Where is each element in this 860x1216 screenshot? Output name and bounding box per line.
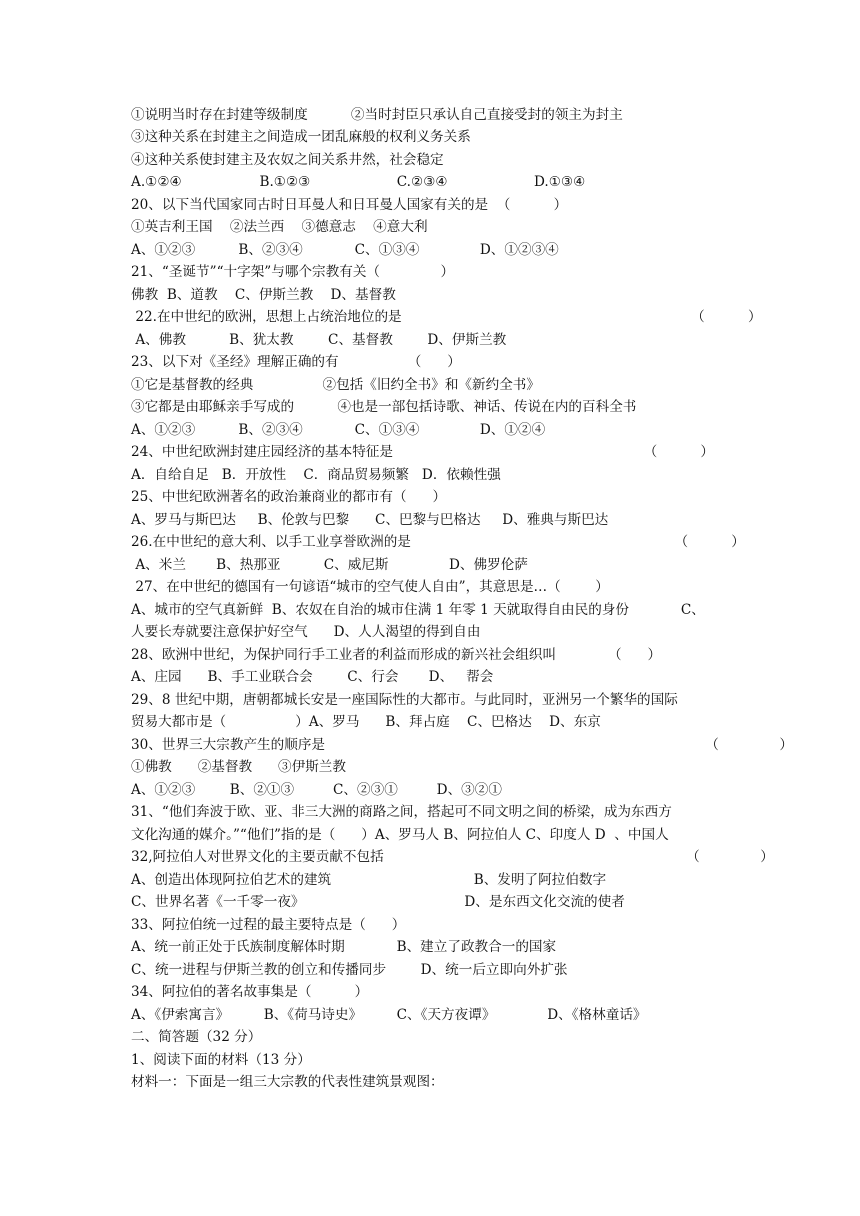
- text-line: ③这种关系在封建主之间造成一团乱麻般的权利义务关系: [131, 129, 471, 145]
- answer-options: A、统一前正处于氏族制度解体时期 B、建立了政教合一的国家: [131, 939, 557, 955]
- question-26: 26.在中世纪的意大利、以手工业享誉欧洲的是 （ ）: [131, 534, 745, 550]
- answer-options: A.①②④ B.①②③ C.②③④ D.①③④: [131, 174, 586, 190]
- question-21: 21、“圣诞节”“十字架”与哪个宗教有关（ ）: [131, 264, 455, 280]
- answer-options: 人要长寿就要注意保护好空气 D、人人渴望的得到自由: [131, 624, 481, 640]
- answer-options: A、①②③ B、②③④ C、①③④ D、①②③④: [131, 242, 559, 258]
- question-28: 28、欧洲中世纪，为保护同行手工业者的利益而形成的新兴社会组织叫 （ ）: [131, 647, 662, 663]
- text-line: ①说明当时存在封建等级制度 ②当时封臣只承认自己直接受封的领主为封主: [131, 107, 623, 123]
- answer-options: A、①②③ B、②①③ C、②③① D、③②①: [131, 782, 502, 798]
- answer-options: A、创造出体现阿拉伯艺术的建筑 B、发明了阿拉伯数字: [131, 872, 607, 888]
- material-intro: 材料一：下面是一组三大宗教的代表性建筑景观图：: [131, 1074, 444, 1090]
- question-29: 29、8 世纪中期，唐朝都城长安是一座国际性的大都市。与此同时，亚洲另一个繁华的国际: [131, 692, 678, 708]
- answer-options: C、统一进程与伊斯兰教的创立和传播同步 D、统一后立即向外扩张: [131, 962, 568, 978]
- question-34: 34、阿拉伯的著名故事集是（ ）: [131, 984, 369, 1000]
- text-line: ③它都是由耶稣亲手写成的 ④也是一部包括诗歌、神话、传说在内的百科全书: [131, 399, 637, 415]
- question-23: 23、以下对《圣经》理解正确的有 （ ）: [131, 354, 461, 370]
- subquestion-heading: 1、阅读下面的材料（13 分）: [131, 1052, 311, 1068]
- answer-options: 佛教 B、道教 C、伊斯兰教 D、基督教: [131, 287, 396, 303]
- text-line: ①它是基督教的经典 ②包括《旧约全书》和《新约全书》: [131, 377, 540, 393]
- question-31: 31、“他们奔波于欧、亚、非三大洲的商路之间，搭起可不同文明之间的桥梁，成为东西方: [131, 804, 672, 820]
- text-line: 文化沟通的媒介。”“他们”指的是（ ）A、罗马人 B、阿拉伯人 C、印度人 D 、中国人: [131, 827, 669, 843]
- question-25: 25、中世纪欧洲著名的政治兼商业的都市有（ ）: [131, 489, 447, 505]
- answer-options: A、罗马与斯巴达 B、伦敦与巴黎 C、巴黎与巴格达 D、雅典与斯巴达: [131, 512, 609, 528]
- answer-options: A、庄园 B、手工业联合会 C、行会 D、 帮会: [131, 669, 494, 685]
- answer-options: A、《伊索寓言》 B、《荷马诗史》 C、《天方夜谭》 D、《格林童话》: [131, 1007, 647, 1023]
- answer-options: A、佛教 B、犹太教 C、基督教 D、伊斯兰教: [131, 332, 507, 348]
- text-line: 贸易大都市是（ ）A、罗马 B、拜占庭 C、巴格达 D、东京: [131, 714, 601, 730]
- answer-options: A、①②③ B、②③④ C、①③④ D、①②④: [131, 422, 546, 438]
- question-27: 27、在中世纪的德国有一句谚语“城市的空气使人自由”，其意思是…（ ）: [131, 579, 609, 595]
- question-30: 30、世界三大宗教产生的顺序是 （ ）: [131, 737, 793, 753]
- question-33: 33、阿拉伯统一过程的最主要特点是（ ）: [131, 917, 406, 933]
- answer-options: A、城市的空气真新鲜 B、农奴在自治的城市住满 1 年零 1 天就取得自由民的身份 C、: [131, 602, 705, 618]
- section-heading: 二、简答题（32 分）: [131, 1029, 262, 1045]
- question-20: 20、以下当代国家同古时日耳曼人和日耳曼人国家有关的是 （ ）: [131, 197, 568, 213]
- answer-options: A．自给自足 B．开放性 C．商品贸易频繁 D．依赖性强: [131, 467, 501, 483]
- text-line: ①英吉利王国 ②法兰西 ③德意志 ④意大利: [131, 219, 428, 235]
- answer-options: C、世界名著《一千零一夜》 D、是东西文化交流的使者: [131, 894, 625, 910]
- question-22: 22.在中世纪的欧洲，思想上占统治地位的是 （ ）: [131, 309, 762, 325]
- text-line: ①佛教 ②基督教 ③伊斯兰教: [131, 759, 346, 775]
- text-line: ④这种关系使封建主及农奴之间关系井然，社会稳定: [131, 152, 444, 168]
- question-24: 24、中世纪欧洲封建庄园经济的基本特征是 （ ）: [131, 444, 715, 460]
- question-32: 32,阿拉伯人对世界文化的主要贡献不包括 （ ）: [131, 849, 774, 865]
- answer-options: A、米兰 B、热那亚 C、威尼斯 D、佛罗伦萨: [131, 557, 528, 573]
